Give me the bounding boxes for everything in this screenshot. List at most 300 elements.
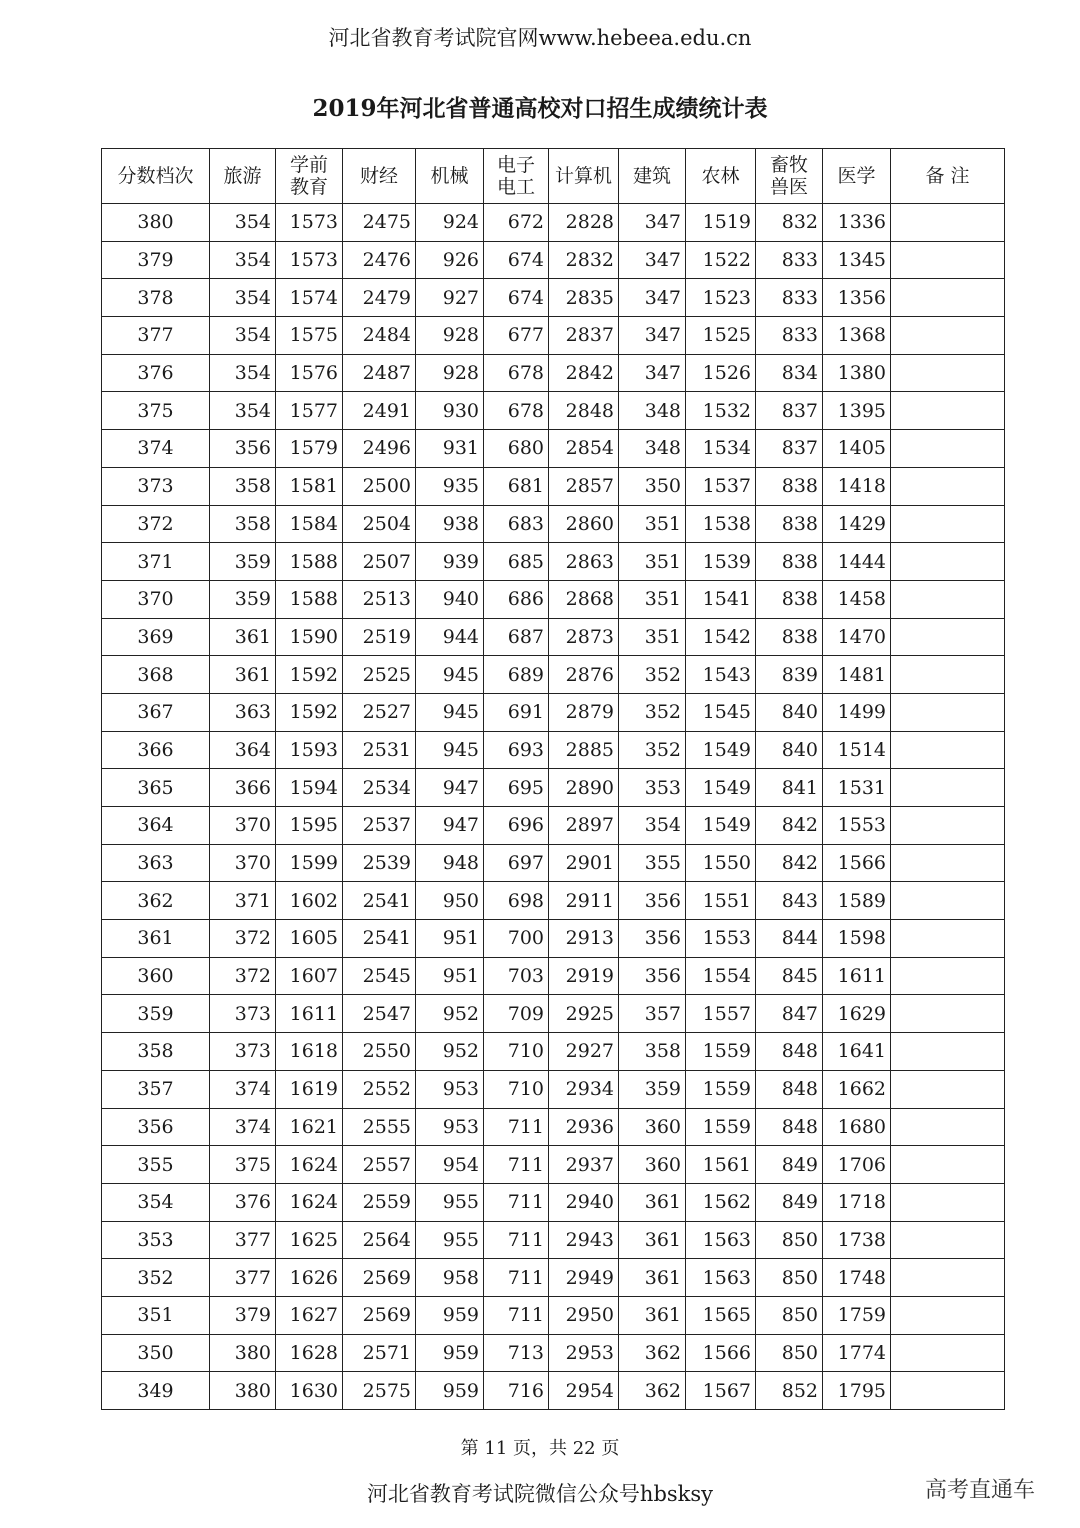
count-cell: 2541: [343, 882, 416, 920]
score-cell: 361: [102, 920, 210, 958]
count-cell: 2557: [343, 1146, 416, 1184]
count-cell: 1566: [823, 844, 891, 882]
table-row: [102, 844, 1005, 882]
count-cell: 711: [484, 1146, 549, 1184]
count-cell: 1559: [686, 1070, 756, 1108]
count-cell: 1576: [276, 354, 343, 392]
score-cell: 355: [102, 1146, 210, 1184]
remark-cell: [891, 467, 1005, 505]
count-cell: 1559: [686, 1033, 756, 1071]
count-cell: 2857: [549, 467, 619, 505]
count-cell: 1628: [276, 1334, 343, 1372]
count-cell: 672: [484, 204, 549, 242]
count-cell: 938: [416, 505, 484, 543]
count-cell: 852: [756, 1372, 823, 1410]
remark-cell: [891, 807, 1005, 845]
count-cell: 347: [619, 204, 686, 242]
count-cell: 850: [756, 1296, 823, 1334]
count-cell: 2525: [343, 656, 416, 694]
count-cell: 2934: [549, 1070, 619, 1108]
table-body: [102, 204, 1005, 1410]
table-row: [102, 580, 1005, 618]
table-row: [102, 1296, 1005, 1334]
count-cell: 1577: [276, 392, 343, 430]
count-cell: 711: [484, 1221, 549, 1259]
count-cell: 711: [484, 1296, 549, 1334]
count-cell: 839: [756, 656, 823, 694]
count-cell: 1588: [276, 580, 343, 618]
remark-cell: [891, 995, 1005, 1033]
count-cell: 1624: [276, 1183, 343, 1221]
count-cell: 2559: [343, 1183, 416, 1221]
count-cell: 359: [210, 543, 276, 581]
table-row: [102, 957, 1005, 995]
count-cell: 1553: [686, 920, 756, 958]
count-cell: 1759: [823, 1296, 891, 1334]
count-cell: 2531: [343, 731, 416, 769]
count-cell: 2479: [343, 279, 416, 317]
count-cell: 696: [484, 807, 549, 845]
count-cell: 1553: [823, 807, 891, 845]
table-row: [102, 920, 1005, 958]
score-cell: 350: [102, 1334, 210, 1372]
count-cell: 693: [484, 731, 549, 769]
count-cell: 833: [756, 317, 823, 355]
remark-cell: [891, 580, 1005, 618]
count-cell: 845: [756, 957, 823, 995]
count-cell: 357: [619, 995, 686, 1033]
count-cell: 361: [619, 1259, 686, 1297]
table-row: [102, 882, 1005, 920]
count-cell: 2936: [549, 1108, 619, 1146]
count-cell: 2860: [549, 505, 619, 543]
table-row: [102, 279, 1005, 317]
count-cell: 838: [756, 505, 823, 543]
remark-cell: [891, 844, 1005, 882]
count-cell: 930: [416, 392, 484, 430]
count-cell: 354: [210, 392, 276, 430]
count-cell: 1550: [686, 844, 756, 882]
count-cell: 352: [619, 656, 686, 694]
count-cell: 352: [619, 693, 686, 731]
count-cell: 2937: [549, 1146, 619, 1184]
count-cell: 2901: [549, 844, 619, 882]
score-cell: 370: [102, 580, 210, 618]
count-cell: 354: [210, 279, 276, 317]
score-cell: 351: [102, 1296, 210, 1334]
count-cell: 1336: [823, 204, 891, 242]
count-cell: 358: [210, 505, 276, 543]
remark-cell: [891, 1183, 1005, 1221]
count-cell: 837: [756, 392, 823, 430]
count-cell: 373: [210, 1033, 276, 1071]
count-cell: 1630: [276, 1372, 343, 1410]
count-cell: 360: [619, 1146, 686, 1184]
count-cell: 840: [756, 693, 823, 731]
count-cell: 697: [484, 844, 549, 882]
count-cell: 848: [756, 1108, 823, 1146]
count-cell: 1444: [823, 543, 891, 581]
count-cell: 352: [619, 731, 686, 769]
count-cell: 2863: [549, 543, 619, 581]
count-cell: 1538: [686, 505, 756, 543]
count-cell: 1566: [686, 1334, 756, 1372]
remark-cell: [891, 1296, 1005, 1334]
count-cell: 1559: [686, 1108, 756, 1146]
count-cell: 1595: [276, 807, 343, 845]
remark-cell: [891, 1108, 1005, 1146]
count-cell: 838: [756, 467, 823, 505]
count-cell: 1563: [686, 1259, 756, 1297]
count-cell: 347: [619, 354, 686, 392]
score-cell: 377: [102, 317, 210, 355]
count-cell: 1590: [276, 618, 343, 656]
count-cell: 842: [756, 807, 823, 845]
count-cell: 1545: [686, 693, 756, 731]
count-cell: 361: [210, 618, 276, 656]
count-cell: 1526: [686, 354, 756, 392]
count-cell: 2832: [549, 241, 619, 279]
column-header: 财经: [343, 149, 416, 204]
count-cell: 374: [210, 1070, 276, 1108]
count-cell: 687: [484, 618, 549, 656]
count-cell: 2954: [549, 1372, 619, 1410]
count-cell: 373: [210, 995, 276, 1033]
table-row: [102, 1221, 1005, 1259]
count-cell: 2513: [343, 580, 416, 618]
count-cell: 849: [756, 1183, 823, 1221]
count-cell: 1573: [276, 241, 343, 279]
count-cell: 1537: [686, 467, 756, 505]
count-cell: 364: [210, 731, 276, 769]
count-cell: 680: [484, 430, 549, 468]
count-cell: 1594: [276, 769, 343, 807]
score-cell: 380: [102, 204, 210, 242]
remark-cell: [891, 1221, 1005, 1259]
count-cell: 1618: [276, 1033, 343, 1071]
column-header: 机械: [416, 149, 484, 204]
count-cell: 1534: [686, 430, 756, 468]
count-cell: 1599: [276, 844, 343, 882]
count-cell: 2925: [549, 995, 619, 1033]
remark-cell: [891, 1070, 1005, 1108]
count-cell: 2569: [343, 1259, 416, 1297]
count-cell: 847: [756, 995, 823, 1033]
count-cell: 356: [210, 430, 276, 468]
column-header: 计算机: [549, 149, 619, 204]
count-cell: 927: [416, 279, 484, 317]
count-cell: 2569: [343, 1296, 416, 1334]
table-row: [102, 1259, 1005, 1297]
count-cell: 1561: [686, 1146, 756, 1184]
count-cell: 1624: [276, 1146, 343, 1184]
count-cell: 954: [416, 1146, 484, 1184]
count-cell: 2534: [343, 769, 416, 807]
count-cell: 1405: [823, 430, 891, 468]
column-header: 农林: [686, 149, 756, 204]
count-cell: 2575: [343, 1372, 416, 1410]
count-cell: 834: [756, 354, 823, 392]
count-cell: 1523: [686, 279, 756, 317]
count-cell: 1562: [686, 1183, 756, 1221]
count-cell: 2487: [343, 354, 416, 392]
remark-cell: [891, 317, 1005, 355]
count-cell: 356: [619, 920, 686, 958]
table-row: [102, 656, 1005, 694]
count-cell: 849: [756, 1146, 823, 1184]
remark-cell: [891, 1259, 1005, 1297]
count-cell: 677: [484, 317, 549, 355]
count-cell: 1549: [686, 731, 756, 769]
table-row: [102, 769, 1005, 807]
count-cell: 711: [484, 1183, 549, 1221]
count-cell: 939: [416, 543, 484, 581]
count-cell: 361: [619, 1296, 686, 1334]
count-cell: 716: [484, 1372, 549, 1410]
count-cell: 944: [416, 618, 484, 656]
count-cell: 1470: [823, 618, 891, 656]
brand-label: 高考直通车: [925, 1478, 1036, 1503]
count-cell: 1345: [823, 241, 891, 279]
count-cell: 1598: [823, 920, 891, 958]
count-cell: 952: [416, 1033, 484, 1071]
count-cell: 1514: [823, 731, 891, 769]
count-cell: 1563: [686, 1221, 756, 1259]
table-row: [102, 1108, 1005, 1146]
count-cell: 1481: [823, 656, 891, 694]
score-cell: 375: [102, 392, 210, 430]
count-cell: 347: [619, 241, 686, 279]
remark-cell: [891, 618, 1005, 656]
count-cell: 2507: [343, 543, 416, 581]
count-cell: 359: [619, 1070, 686, 1108]
count-cell: 1549: [686, 807, 756, 845]
score-cell: 352: [102, 1259, 210, 1297]
count-cell: 674: [484, 241, 549, 279]
count-cell: 361: [619, 1183, 686, 1221]
count-cell: 359: [210, 580, 276, 618]
count-cell: 2555: [343, 1108, 416, 1146]
table-row: [102, 995, 1005, 1033]
count-cell: 710: [484, 1033, 549, 1071]
remark-cell: [891, 505, 1005, 543]
count-cell: 951: [416, 957, 484, 995]
count-cell: 1579: [276, 430, 343, 468]
table-row: [102, 731, 1005, 769]
table-row: [102, 241, 1005, 279]
count-cell: 945: [416, 693, 484, 731]
count-cell: 2897: [549, 807, 619, 845]
count-cell: 848: [756, 1070, 823, 1108]
score-cell: 371: [102, 543, 210, 581]
count-cell: 370: [210, 807, 276, 845]
count-cell: 361: [210, 656, 276, 694]
count-cell: 356: [619, 957, 686, 995]
count-cell: 1611: [276, 995, 343, 1033]
count-cell: 2519: [343, 618, 416, 656]
table-row: [102, 693, 1005, 731]
count-cell: 2940: [549, 1183, 619, 1221]
remark-cell: [891, 957, 1005, 995]
count-cell: 678: [484, 354, 549, 392]
count-cell: 1574: [276, 279, 343, 317]
count-cell: 953: [416, 1108, 484, 1146]
count-cell: 841: [756, 769, 823, 807]
score-cell: 367: [102, 693, 210, 731]
count-cell: 348: [619, 392, 686, 430]
count-cell: 2943: [549, 1221, 619, 1259]
column-header: 医学: [823, 149, 891, 204]
count-cell: 2885: [549, 731, 619, 769]
count-cell: 959: [416, 1372, 484, 1410]
count-cell: 362: [619, 1372, 686, 1410]
count-cell: 2911: [549, 882, 619, 920]
table-row: [102, 467, 1005, 505]
score-cell: 379: [102, 241, 210, 279]
count-cell: 2950: [549, 1296, 619, 1334]
table-row: [102, 1070, 1005, 1108]
count-cell: 2848: [549, 392, 619, 430]
count-cell: 351: [619, 580, 686, 618]
count-cell: 1525: [686, 317, 756, 355]
count-cell: 2564: [343, 1221, 416, 1259]
count-cell: 832: [756, 204, 823, 242]
count-cell: 1602: [276, 882, 343, 920]
table-row: [102, 1033, 1005, 1071]
count-cell: 1584: [276, 505, 343, 543]
count-cell: 361: [619, 1221, 686, 1259]
count-cell: 931: [416, 430, 484, 468]
count-cell: 377: [210, 1259, 276, 1297]
remark-cell: [891, 882, 1005, 920]
count-cell: 953: [416, 1070, 484, 1108]
count-cell: 1519: [686, 204, 756, 242]
score-cell: 372: [102, 505, 210, 543]
count-cell: 2571: [343, 1334, 416, 1372]
count-cell: 1738: [823, 1221, 891, 1259]
table-row: [102, 317, 1005, 355]
count-cell: 1573: [276, 204, 343, 242]
count-cell: 2476: [343, 241, 416, 279]
column-header: 学前 教育: [276, 149, 343, 204]
count-cell: 955: [416, 1183, 484, 1221]
column-header: 畜牧 兽医: [756, 149, 823, 204]
column-header: 分数档次: [102, 149, 210, 204]
count-cell: 350: [619, 467, 686, 505]
count-cell: 1557: [686, 995, 756, 1033]
remark-cell: [891, 543, 1005, 581]
count-cell: 2879: [549, 693, 619, 731]
score-statistics-table: [101, 148, 1005, 1410]
count-cell: 1356: [823, 279, 891, 317]
table-row: [102, 807, 1005, 845]
count-cell: 710: [484, 1070, 549, 1108]
count-cell: 2484: [343, 317, 416, 355]
count-cell: 2491: [343, 392, 416, 430]
count-cell: 377: [210, 1221, 276, 1259]
count-cell: 951: [416, 920, 484, 958]
count-cell: 363: [210, 693, 276, 731]
count-cell: 959: [416, 1334, 484, 1372]
count-cell: 850: [756, 1334, 823, 1372]
table-row: [102, 204, 1005, 242]
column-header: 备 注: [891, 149, 1005, 204]
remark-cell: [891, 1146, 1005, 1184]
count-cell: 358: [619, 1033, 686, 1071]
count-cell: 1575: [276, 317, 343, 355]
count-cell: 695: [484, 769, 549, 807]
count-cell: 356: [619, 882, 686, 920]
count-cell: 354: [210, 241, 276, 279]
count-cell: 1549: [686, 769, 756, 807]
count-cell: 353: [619, 769, 686, 807]
count-cell: 683: [484, 505, 549, 543]
table-row: [102, 354, 1005, 392]
count-cell: 1522: [686, 241, 756, 279]
count-cell: 947: [416, 769, 484, 807]
remark-cell: [891, 656, 1005, 694]
table-row: [102, 1146, 1005, 1184]
score-cell: 349: [102, 1372, 210, 1410]
table-row: [102, 1372, 1005, 1410]
count-cell: 833: [756, 279, 823, 317]
count-cell: 850: [756, 1259, 823, 1297]
count-cell: 940: [416, 580, 484, 618]
count-cell: 2550: [343, 1033, 416, 1071]
count-cell: 1368: [823, 317, 891, 355]
count-cell: 351: [619, 543, 686, 581]
count-cell: 1629: [823, 995, 891, 1033]
count-cell: 1680: [823, 1108, 891, 1146]
count-cell: 1621: [276, 1108, 343, 1146]
count-cell: 2539: [343, 844, 416, 882]
count-cell: 681: [484, 467, 549, 505]
count-cell: 1611: [823, 957, 891, 995]
count-cell: 2913: [549, 920, 619, 958]
count-cell: 1542: [686, 618, 756, 656]
remark-cell: [891, 430, 1005, 468]
count-cell: 838: [756, 580, 823, 618]
remark-cell: [891, 354, 1005, 392]
count-cell: 948: [416, 844, 484, 882]
count-cell: 1641: [823, 1033, 891, 1071]
count-cell: 848: [756, 1033, 823, 1071]
count-cell: 709: [484, 995, 549, 1033]
count-cell: 837: [756, 430, 823, 468]
count-cell: 2496: [343, 430, 416, 468]
count-cell: 2949: [549, 1259, 619, 1297]
count-cell: 1565: [686, 1296, 756, 1334]
count-cell: 372: [210, 920, 276, 958]
count-cell: 2475: [343, 204, 416, 242]
count-cell: 1380: [823, 354, 891, 392]
count-cell: 379: [210, 1296, 276, 1334]
score-cell: 360: [102, 957, 210, 995]
count-cell: 2868: [549, 580, 619, 618]
count-cell: 945: [416, 731, 484, 769]
count-cell: 374: [210, 1108, 276, 1146]
table-row: [102, 392, 1005, 430]
column-header: 建筑: [619, 149, 686, 204]
count-cell: 842: [756, 844, 823, 882]
score-cell: 374: [102, 430, 210, 468]
remark-cell: [891, 279, 1005, 317]
table-header-row: [102, 149, 1005, 204]
count-cell: 351: [619, 618, 686, 656]
remark-cell: [891, 769, 1005, 807]
count-cell: 1551: [686, 882, 756, 920]
count-cell: 1593: [276, 731, 343, 769]
